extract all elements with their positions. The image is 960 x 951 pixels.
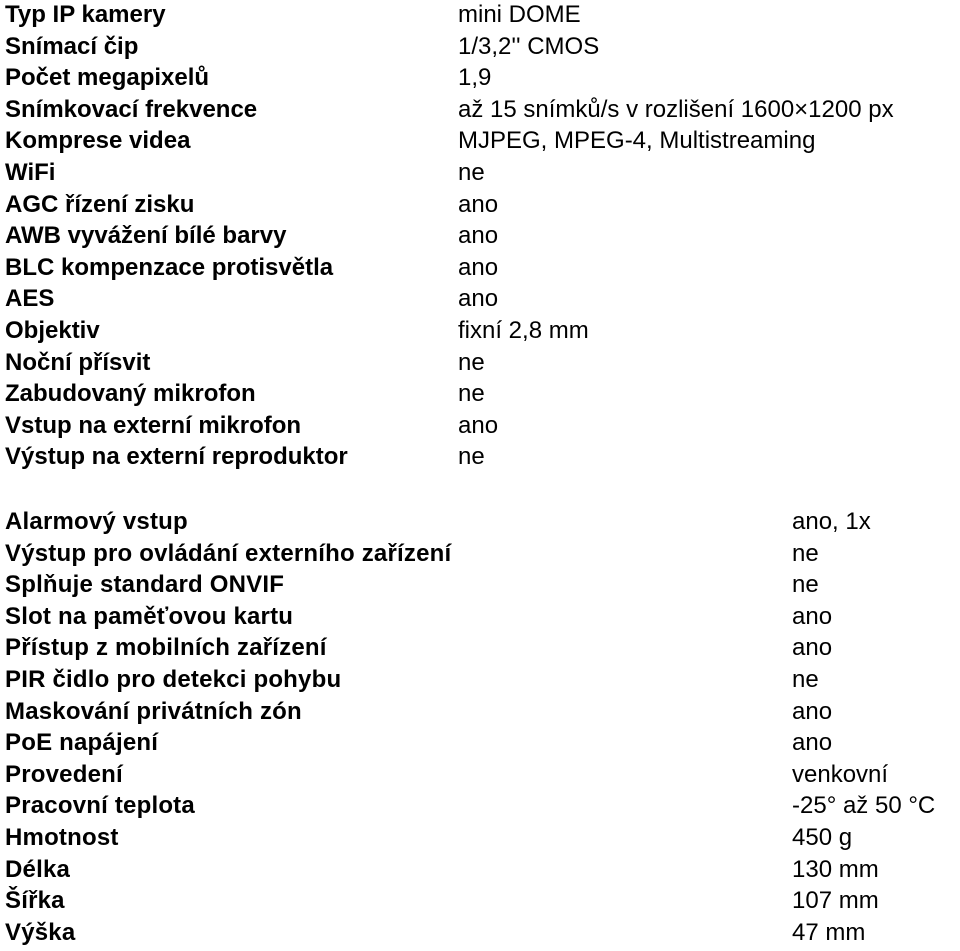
spec-row xyxy=(0,665,960,697)
spec-value: ano xyxy=(458,411,499,439)
spec-value: až 15 snímků/s v rozlišení 1600×1200 px xyxy=(458,95,894,123)
spec-value: ne xyxy=(792,539,819,567)
spec-label: Provedení xyxy=(5,760,123,788)
spec-label: AWB vyvážení bílé barvy xyxy=(5,222,287,250)
spec-row xyxy=(0,697,960,729)
spec-value: 450 g xyxy=(792,824,853,851)
spec-value: fixní 2,8 mm xyxy=(458,317,589,344)
spec-row xyxy=(0,442,960,474)
spec-label: Délka xyxy=(5,855,71,883)
spec-row xyxy=(0,886,960,918)
spec-label: Výstup na externí reproduktor xyxy=(5,443,348,471)
spec-row xyxy=(0,379,960,411)
spec-row xyxy=(0,507,960,539)
spec-value: ano xyxy=(458,222,499,250)
spec-value: ne xyxy=(792,571,819,599)
spec-row xyxy=(0,728,960,760)
spec-value: ano xyxy=(458,253,499,281)
spec-label: Typ IP kamery xyxy=(5,1,166,28)
spec-row xyxy=(0,95,960,127)
spec-row xyxy=(0,126,960,158)
spec-label: Šířka xyxy=(5,887,65,915)
spec-row xyxy=(0,158,960,190)
spec-label: WiFi xyxy=(5,159,56,186)
spec-label: Slot na paměťovou kartu xyxy=(5,602,294,630)
spec-row xyxy=(0,253,960,285)
spec-row xyxy=(0,190,960,222)
spec-value: venkovní xyxy=(792,760,889,788)
spec-label: Splňuje standard ONVIF xyxy=(5,571,285,599)
spec-row xyxy=(0,760,960,792)
spec-value: 107 mm xyxy=(792,887,879,915)
spec-row xyxy=(0,570,960,602)
spec-row xyxy=(0,539,960,571)
spec-label: AES xyxy=(5,285,55,313)
spec-value: 1/3,2'' CMOS xyxy=(458,32,600,60)
spec-row xyxy=(0,633,960,665)
spec-row xyxy=(0,602,960,634)
spec-value: ne xyxy=(458,443,485,471)
spec-label: Snímkovací frekvence xyxy=(5,95,258,123)
spec-label: Přístup z mobilních zařízení xyxy=(5,634,327,662)
spec-label: Výška xyxy=(5,918,76,946)
spec-row xyxy=(0,823,960,855)
spec-label: Vstup na externí mikrofon xyxy=(5,411,302,439)
spec-label: Objektiv xyxy=(5,317,100,344)
spec-row xyxy=(0,0,960,32)
spec-row xyxy=(0,63,960,95)
spec-value: ano xyxy=(792,634,833,662)
spec-value: ano xyxy=(792,602,833,630)
spec-row xyxy=(0,855,960,887)
spec-row xyxy=(0,284,960,316)
spec-label: Alarmový vstup xyxy=(5,508,188,535)
spec-value: ne xyxy=(792,666,819,693)
spec-value: 1,9 xyxy=(458,64,492,92)
spec-label: AGC řízení zisku xyxy=(5,190,195,218)
spec-row xyxy=(0,918,960,950)
spec-row xyxy=(0,221,960,253)
spec-value: ne xyxy=(458,348,485,376)
spec-label: Zabudovaný mikrofon xyxy=(5,380,256,408)
spec-value: 47 mm xyxy=(792,918,866,946)
spec-row xyxy=(0,411,960,443)
spec-value: ano, 1x xyxy=(792,508,871,535)
spec-label: Pracovní teplota xyxy=(5,792,195,820)
spec-value: ano xyxy=(792,729,833,757)
spec-label: Noční přísvit xyxy=(5,348,151,376)
spec-label: Komprese videa xyxy=(5,127,191,155)
spec-value: ano xyxy=(458,285,499,313)
spec-label: PIR čidlo pro detekci pohybu xyxy=(5,666,342,693)
spec-value: MJPEG, MPEG-4, Multistreaming xyxy=(458,127,816,155)
spec-value: ne xyxy=(458,380,485,408)
spec-row xyxy=(0,316,960,348)
spec-label: Hmotnost xyxy=(5,824,119,851)
spec-value: -25° až 50 °C xyxy=(792,792,936,820)
spec-label: BLC kompenzace protisvětla xyxy=(5,253,334,281)
spec-value: ano xyxy=(458,190,499,218)
spec-value: ano xyxy=(792,697,833,725)
spec-label: Maskování privátních zón xyxy=(5,697,302,725)
spec-row xyxy=(0,348,960,380)
spec-label: Snímací čip xyxy=(5,32,139,60)
spec-value: ne xyxy=(458,159,485,186)
spec-value: mini DOME xyxy=(458,1,581,28)
spec-label: PoE napájení xyxy=(5,729,159,757)
spec-row xyxy=(0,32,960,64)
spec-value: 130 mm xyxy=(792,855,879,883)
spec-label: Počet megapixelů xyxy=(5,64,210,92)
spec-label: Výstup pro ovládání externího zařízení xyxy=(5,539,452,567)
spec-row xyxy=(0,791,960,823)
